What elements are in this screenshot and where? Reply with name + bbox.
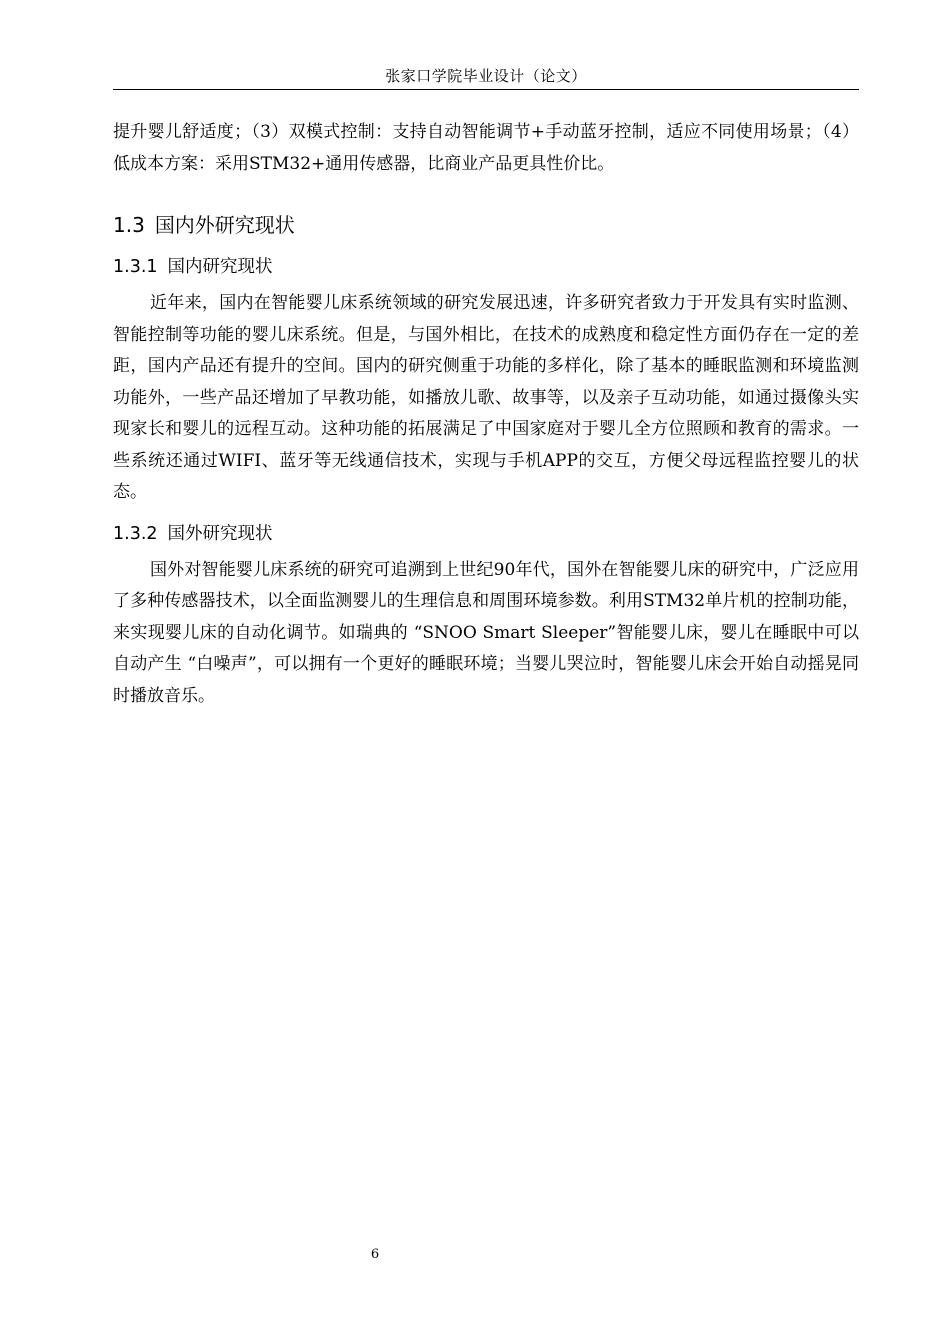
subsection-title: 国内研究现状: [167, 257, 273, 277]
header-rule: [113, 89, 859, 90]
domestic-research-paragraph: 近年来，国内在智能婴儿床系统领域的研究发展迅速，许多研究者致力于开发具有实时监测、智能控制等功能的婴儿床系统。但是，与国外相比，在技术的成熟度和稳定性方面仍存在一定的差距，国内产品还有提升的空间。国内的研究侧重于功能的多样化，除了基本的睡眠监测和环境监测功能外，一些产品还增加了早教功能，如播放儿歌、故事等，以及亲子互动功能，如通过摄像头实现家长和婴儿的远程互动。这种功能的拓展满足了中国家庭对于婴儿全方位照顾和教育的需求。一些系统还通过WIFI、蓝牙等无线通信技术，实现与手机APP的交互，方便父母远程监控婴儿的状态。: [113, 293, 859, 502]
subsection-heading-1-3-2: [113, 521, 859, 547]
foreign-research-paragraph: 国外对智能婴儿床系统的研究可追溯到上世纪90年代，国外在智能婴儿床的研究中，广泛应用了多种传感器技术，以全面监测婴儿的生理信息和周围环境参数。利用STM32单片机的控制功能，来实现婴儿床的自动化调节。如瑞典的 “SNOO Smart Sleeper”智能婴儿床，婴儿在睡眠中可以自动产生 “白噪声”，可以拥有一个更好的睡眠环境；当婴儿哭泣时，智能婴儿床会开始自动摇晃同时播放音乐。: [113, 559, 859, 706]
section-heading-1-3: [113, 211, 859, 239]
subsection-number: 1.3.1: [113, 257, 158, 277]
intro-paragraph: 提升婴儿舒适度；（3）双模式控制：支持自动智能调节+手动蓝牙控制，适应不同使用场景；（4）低成本方案：采用STM32+通用传感器，比商业产品更具性价比。: [113, 122, 859, 174]
page-number: 6: [370, 1247, 380, 1262]
subsection-title: 国外研究现状: [167, 523, 273, 544]
page-content: [113, 117, 859, 712]
running-header: 张家口学院毕业设计（论文）: [385, 67, 587, 85]
page-number-footer: [0, 1246, 950, 1264]
subsection-heading-1-3-1: [113, 254, 859, 280]
subsection-number: 1.3.2: [113, 523, 158, 544]
section-number: 1.3: [113, 213, 145, 237]
section-title: 国内外研究现状: [154, 213, 295, 237]
